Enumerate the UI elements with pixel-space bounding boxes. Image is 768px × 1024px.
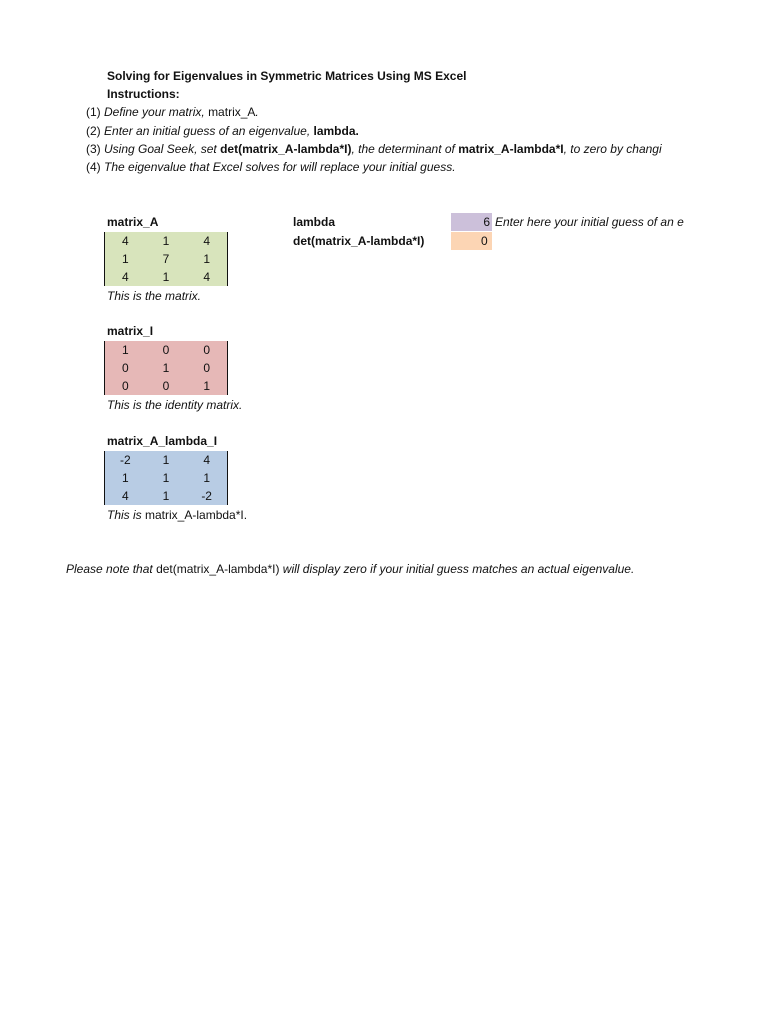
step-4 — [86, 158, 456, 176]
matrix-a-lambda-i-cell[interactable]: -2 — [201, 489, 212, 503]
matrix-i-cell[interactable]: 0 — [203, 361, 210, 375]
matrix-a-cell[interactable]: 4 — [121, 234, 129, 248]
instructions-label: Instructions: — [107, 87, 180, 101]
matrix-i — [104, 341, 228, 395]
matrix-a-cell[interactable]: 7 — [162, 252, 170, 266]
step-text: , to zero by changi — [563, 142, 662, 156]
matrix-a-cell[interactable]: 1 — [203, 252, 210, 266]
matrix-i-cell[interactable]: 1 — [162, 361, 170, 375]
matrix-i-cell[interactable]: 0 — [203, 343, 210, 357]
matrix-i-cell[interactable]: 1 — [203, 379, 210, 393]
page-title: Solving for Eigenvalues in Symmetric Matrices Using MS Excel — [107, 69, 467, 83]
matrix-a-lambda-i-cell[interactable]: 4 — [121, 489, 129, 503]
matrix-i-cell[interactable]: 0 — [162, 343, 170, 357]
matrix-a-lambda-i-cell[interactable]: 1 — [162, 453, 170, 467]
matrix-a-lambda-i-cell[interactable]: 1 — [203, 471, 210, 485]
matrix-a-cell[interactable]: 1 — [162, 270, 170, 284]
footnote-text: Please note that — [66, 562, 153, 576]
step-code: matrix_A — [208, 105, 256, 119]
footnote-text: will display zero if your initial guess matches an actual eigenvalue. — [282, 562, 635, 576]
matrix-a-lambda-i-cell[interactable]: 1 — [162, 471, 170, 485]
determinant-value-cell[interactable]: 0 — [451, 232, 492, 250]
note-text: . — [243, 508, 248, 522]
step-code: lambda — [313, 124, 356, 138]
matrix-a-cell[interactable]: 4 — [121, 270, 129, 284]
step-code: det(matrix_A-lambda*I) — [220, 142, 352, 156]
matrix-i-label: matrix_I — [107, 324, 154, 338]
footnote — [66, 560, 634, 578]
matrix-a-cell[interactable]: 4 — [203, 234, 210, 248]
step-number: (1) — [86, 105, 101, 119]
matrix-a-lambda-i-cell[interactable]: -2 — [119, 453, 131, 467]
matrix-i-cell[interactable]: 1 — [121, 343, 129, 357]
matrix-a-cell[interactable]: 1 — [121, 252, 129, 266]
matrix-a-lambda-i-label: matrix_A_lambda_I — [107, 434, 218, 448]
step-text: Define your matrix, — [104, 105, 205, 119]
matrix-a-lambda-i-cell[interactable]: 1 — [162, 489, 170, 503]
step-text: . — [355, 124, 359, 138]
matrix-i-cell[interactable]: 0 — [121, 379, 129, 393]
matrix-a — [104, 232, 228, 286]
lambda-value-cell[interactable]: 6 — [451, 213, 492, 231]
note-text: This is — [107, 508, 142, 522]
footnote-code: det(matrix_A-lambda*I) — [156, 562, 280, 576]
matrix-a-cell[interactable]: 4 — [203, 270, 210, 284]
step-1 — [86, 103, 259, 121]
step-text: Using Goal Seek, set — [104, 142, 217, 156]
step-number: (2) — [86, 124, 101, 138]
matrix-i-note: This is the identity matrix. — [107, 398, 243, 412]
step-code: matrix_A-lambda*I — [458, 142, 564, 156]
matrix-a-label: matrix_A — [107, 215, 159, 229]
matrix-a-lambda-i — [104, 451, 228, 505]
step-text: The eigenvalue that Excel solves for will replace your initial guess. — [104, 160, 456, 174]
matrix-a-note: This is the matrix. — [107, 289, 202, 303]
step-number: (3) — [86, 142, 101, 156]
matrix-a-lambda-i-cell[interactable]: 4 — [203, 453, 210, 467]
determinant-label: det(matrix_A-lambda*I) — [293, 234, 425, 248]
step-2 — [86, 122, 359, 140]
matrix-i-cell[interactable]: 0 — [121, 361, 129, 375]
matrix-a-lambda-i-cell[interactable]: 1 — [121, 471, 129, 485]
matrix-i-cell[interactable]: 0 — [162, 379, 170, 393]
lambda-hint: Enter here your initial guess of an e — [495, 215, 684, 229]
step-3 — [86, 140, 688, 158]
step-text: , the determinant of — [351, 142, 455, 156]
lambda-label: lambda — [293, 215, 336, 229]
note-code: matrix_A-lambda*I — [145, 508, 244, 522]
matrix-a-lambda-i-note — [107, 506, 247, 524]
step-text: Enter an initial guess of an eigenvalue, — [104, 124, 311, 138]
matrix-a-cell[interactable]: 1 — [162, 234, 170, 248]
step-text: . — [255, 105, 259, 119]
step-number: (4) — [86, 160, 101, 174]
